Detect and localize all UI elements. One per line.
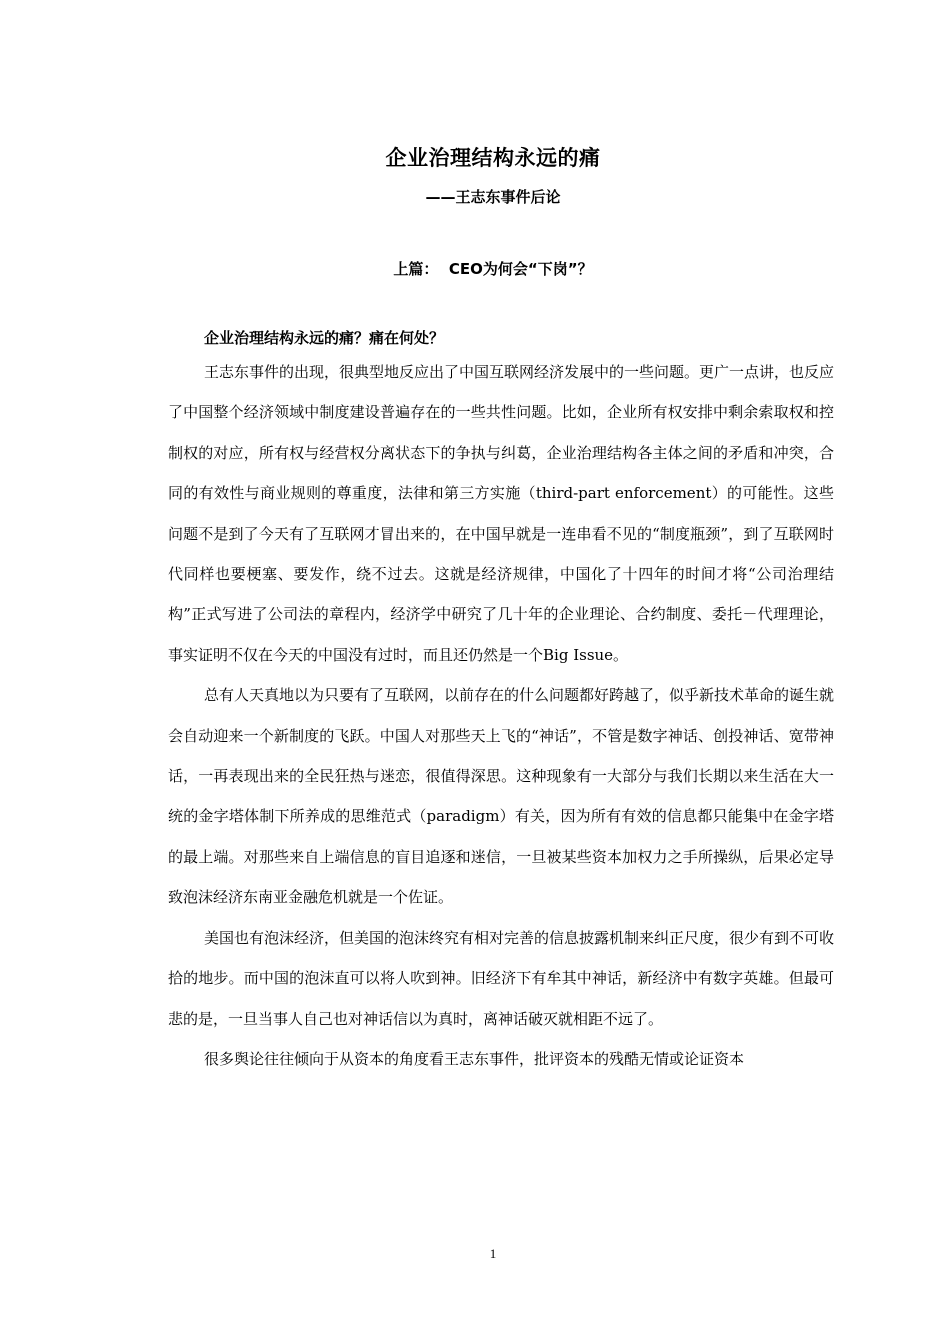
paragraph: 很多舆论往往倾向于从资本的角度看王志东事件，批评资本的残酷无情或论证资本 xyxy=(204,1049,745,1068)
paragraph: 美国也有泡沫经济，但美国的泡沫终究有相对完善的信息披露机制来纠正尺度，很少有到不可收拾的地步。而中国的泡沫直可以将人吹到神。旧经济下有牟其中神话，新经济中有数字英雄。但最可悲的是，一旦当事人自己也对神话信以为真时，离神话破灭就相距不远了。 xyxy=(168,928,835,1028)
body-text xyxy=(168,352,834,1079)
paragraph: 王志东事件的出现，很典型地反应出了中国互联网经济发展中的一些问题。更广一点讲，也反应了中国整个经济领域中制度建设普遍存在的一些共性问题。比如，企业所有权安排中剩余索取权和控制权的对应，所有权与经营权分离状态下的争执与纠葛，企业治理结构各主体之间的矛盾和冲突，合同的有效性与商业规则的尊重度，法律和第三方实施（third-part enforcement）的可能性。这些问题不是到了今天有了互联网才冒出来的，在中国早就是一连串看不见的“制度瓶颈”，到了互联网时代同样也要梗塞、要发作，绕不过去。这就是经济规律，中国化了十四年的时间才将“公司治理结构”正式写进了公司法的章程内，经济学中研究了几十年的企业理论、合约制度、委托－代理理论，事实证明不仅在今天的中国没有过时，而且还仍然是一个Big Issue。 xyxy=(168,363,835,664)
page-number: 1 xyxy=(489,1246,497,1261)
document-subtitle: ——王志东事件后论 xyxy=(425,188,561,206)
paragraph: 总有人天真地以为只要有了互联网，以前存在的什么问题都好跨越了，似乎新技术革命的诞生就会自动迎来一个新制度的飞跃。中国人对那些天上飞的“神话”，不管是数字神话、创投神话、宽带神话，一再表现出来的全民狂热与迷恋，很值得深思。这种现象有一大部分与我们长期以来生活在大一统的金字塔体制下所养成的思维范式（paradigm）有关，因为所有有效的信息都只能集中在金字塔的最上端。对那些来自上端信息的盲目追逐和迷信，一旦被某些资本加权力之手所操纵，后果必定导致泡沫经济东南亚金融危机就是一个佐证。 xyxy=(168,686,835,907)
section-heading: 企业治理结构永远的痛？痛在何处？ xyxy=(204,329,445,347)
document-title: 企业治理结构永远的痛 xyxy=(385,146,601,170)
part-heading: 上篇： CEO为何会“下岗”？ xyxy=(393,260,593,278)
